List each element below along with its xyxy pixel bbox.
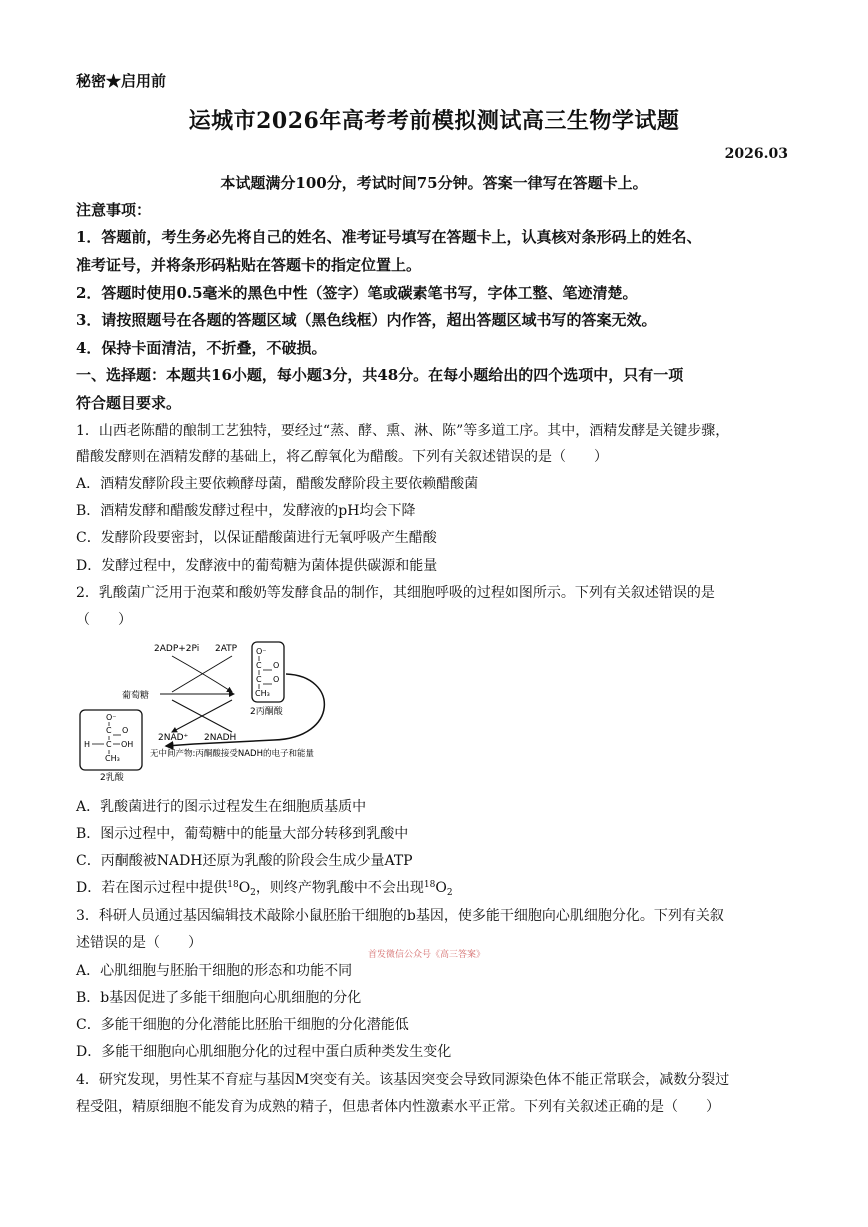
q3-stem-cont: 述错误的是（ ） — [76, 935, 202, 951]
lactate-o-minus: O⁻ — [106, 713, 117, 722]
q2-stem-cont: （ ） — [76, 612, 132, 628]
q3-stem: 3．科研人员通过基因编辑技术敲除小鼠胚胎干细胞的b基因，使多能干细胞向心肌细胞分化。下列有关叙 — [76, 908, 724, 924]
nad-label: 2NAD⁺ — [158, 733, 189, 743]
oxygen-symbol: O — [435, 880, 447, 896]
subscript: 2 — [250, 888, 256, 898]
atp-label: 2ATP — [215, 644, 238, 654]
q4-stem-cont: 程受阻，精原细胞不能发育为成熟的精子，但患者体内性激素水平正常。下列有关叙述正确的是（ ） — [76, 1099, 720, 1115]
reduction-arrow — [166, 744, 194, 746]
q2-option-a: A．乳酸菌进行的图示过程发生在细胞质基质中 — [76, 799, 367, 815]
q2-stem: 2．乳酸菌广泛用于泡菜和酸奶等发酵食品的制作，其细胞呼吸的过程如图所示。下列有关叙述错误的是 — [76, 585, 715, 601]
lactate-label: 2乳酸 — [100, 773, 124, 783]
q1-option-a: A．酒精发酵阶段主要依赖酵母菌，醋酸发酵阶段主要依赖醋酸菌 — [76, 476, 479, 492]
q3-option-c: C．多能干细胞的分化潜能比胚胎干细胞的分化潜能低 — [76, 1017, 409, 1033]
glucose-label: 葡萄糖 — [122, 691, 150, 701]
exam-date: 2026.03 — [724, 146, 788, 162]
lactate-o: O — [122, 726, 129, 735]
pyruvate-ch3: CH₃ — [255, 689, 270, 698]
exam-intro: 本试题满分100分，考试时间75分钟。答案一律写在答题卡上。 — [220, 174, 648, 192]
pyruvate-o1: O — [273, 661, 280, 670]
q1-option-c: C．发酵阶段要密封，以保证醋酸菌进行无氧呼吸产生醋酸 — [76, 530, 437, 546]
nadh-label: 2NADH — [204, 733, 237, 743]
diagram-note: 无中间产物:丙酮酸接受NADH的电子和能量 — [150, 749, 314, 759]
secret-label: 秘密★启用前 — [76, 72, 167, 90]
lactate-c2: C — [106, 740, 112, 749]
q2-option-c: C．丙酮酸被NADH还原为乳酸的阶段会生成少量ATP — [76, 853, 413, 869]
q1-option-d: D．发酵过程中，发酵液中的葡萄糖为菌体提供碳源和能量 — [76, 558, 438, 574]
notice-item: 3．请按照题号在各题的答题区域（黑色线框）内作答，超出答题区域书写的答案无效。 — [76, 311, 657, 329]
q3-option-a: A．心肌细胞与胚胎干细胞的形态和功能不同 — [76, 963, 353, 979]
notice-heading: 注意事项： — [76, 201, 152, 219]
subscript: 2 — [446, 888, 453, 898]
isotope-mark: 18 — [227, 880, 239, 890]
pyruvate-c1: C — [256, 661, 262, 670]
section-heading-cont: 符合题目要求。 — [76, 394, 182, 412]
watermark: 首发微信公众号《高三答案》 — [368, 950, 486, 960]
q4-stem: 4．研究发现，男性某不育症与基因M突变有关。该基因突变会导致同源染色体不能正常联会，减数分裂过 — [76, 1072, 730, 1088]
notice-item: 1．答题前，考生务必先将自己的姓名、准考证号填写在答题卡上，认真核对条形码上的姓名、 — [76, 228, 702, 246]
isotope-mark: 18 — [423, 880, 436, 890]
pyruvate-label: 2丙酮酸 — [250, 707, 283, 717]
pyruvate-c2: C — [256, 675, 262, 684]
q2-option-b: B．图示过程中，葡萄糖中的能量大部分转移到乳酸中 — [76, 826, 409, 842]
q3-option-b: B．b基因促进了多能干细胞向心肌细胞的分化 — [76, 990, 362, 1006]
q1-option-b: B．酒精发酵和醋酸发酵过程中，发酵液的pH均会下降 — [76, 503, 416, 519]
section-heading: 一、选择题：本题共16小题，每小题3分，共48分。在每小题给出的四个选项中，只有一项 — [76, 366, 684, 384]
lactic-fermentation-diagram — [74, 634, 374, 784]
pyruvate-o2: O — [273, 675, 280, 684]
notice-item: 2．答题时使用0.5毫米的黑色中性（签字）笔或碳素笔书写，字体工整、笔迹清楚。 — [76, 284, 638, 302]
page-title: 运城市2026年高考考前模拟测试高三生物学试题 — [188, 108, 680, 134]
q2-d-mid: ，则终产物乳酸中不会出现 — [255, 880, 424, 896]
lactate-h: H — [84, 740, 91, 749]
q1-stem-cont: 醋酸发酵则在酒精发酵的基础上，将乙醇氧化为醋酸。下列有关叙述错误的是（ ） — [76, 449, 608, 465]
q2-d-pre: D．若在图示过程中提供 — [76, 880, 228, 896]
q1-stem: 1．山西老陈醋的酿制工艺独特，要经过“蒸、酵、熏、淋、陈”等多道工序。其中，酒精发酵是关键步骤， — [76, 423, 730, 439]
notice-item: 准考证号，并将条形码粘贴在答题卡的指定位置上。 — [76, 256, 422, 274]
oxygen-symbol: O — [238, 880, 251, 896]
q3-option-d: D．多能干细胞向心肌细胞分化的过程中蛋白质种类发生变化 — [76, 1044, 452, 1060]
notice-item: 4．保持卡面清洁，不折叠，不破损。 — [76, 339, 327, 357]
lactate-oh: OH — [121, 740, 134, 749]
lactate-ch3: CH₃ — [105, 754, 120, 763]
adp-label: 2ADP+2Pi — [154, 644, 200, 654]
pyruvate-o-minus: O⁻ — [256, 647, 267, 656]
q2-option-d — [76, 877, 796, 898]
lactate-c1: C — [106, 726, 112, 735]
